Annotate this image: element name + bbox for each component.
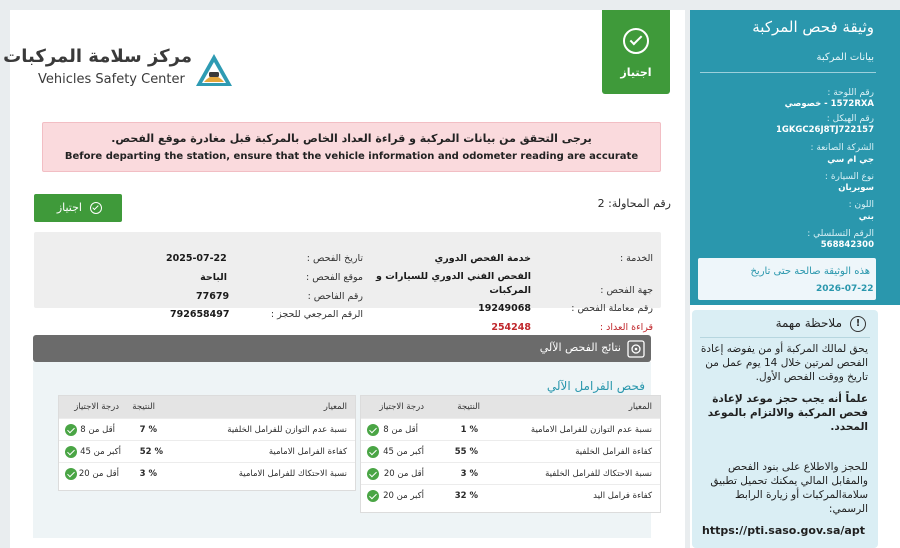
attempt-value: 2 [597, 197, 605, 210]
header-criterion: المعيار [628, 402, 652, 412]
check-circle-icon [367, 424, 379, 436]
criterion: نسبة الاحتكاك للفرامل الخلفية [545, 469, 652, 479]
validity-box [698, 258, 876, 300]
table-row [59, 418, 355, 440]
logo-text-en: Vehicles Safety Center [38, 72, 185, 87]
inspector-value: 77679 [196, 291, 230, 302]
vehicle-document-sidebar [690, 10, 900, 548]
pass-threshold: أقل من 20 [383, 469, 424, 479]
header-result: النتيجة [457, 402, 480, 412]
check-circle-icon [367, 446, 379, 458]
site-label: موقع الفحص : [306, 272, 363, 283]
type-value: سوبربان [838, 183, 874, 193]
booking-label: الرقم المرجعي للحجز : [270, 309, 363, 320]
approve-button-label: اجتياز [56, 201, 82, 214]
info-icon: ! [850, 316, 866, 332]
odometer-value: 254248 [491, 322, 531, 333]
header-criterion: المعيار [323, 402, 347, 412]
inspection-info [34, 232, 661, 333]
logo-text-ar: مركز سلامة المركبات [3, 46, 192, 67]
criterion: كفاءة فرامل اليد [593, 491, 652, 501]
divider [700, 337, 870, 338]
authority-label: جهة الفحص : [600, 285, 653, 296]
authority-value: الفحص الفني الدوري للسيارات و المركبات [376, 271, 531, 296]
pass-threshold: أقل من 20 [78, 469, 119, 479]
check-circle-icon [367, 490, 379, 502]
result: 3 % [460, 469, 478, 479]
check-circle-icon [65, 468, 77, 480]
manufacturer-label: الشركة الصانعة : [810, 143, 874, 153]
criterion: نسبة عدم التوازن للفرامل الخلفية [227, 425, 347, 435]
approved-badge [602, 10, 670, 94]
header-result: النتيجة [132, 402, 155, 412]
header-pass: درجة الاجتياز [74, 402, 119, 412]
criterion: كفاءة الفرامل الامامية [268, 447, 347, 457]
color-label: اللون : [848, 200, 874, 210]
inspector-label: رقم الفاحص : [307, 291, 363, 302]
table-row [361, 418, 660, 440]
triangle-logo-icon [194, 52, 234, 90]
important-note [692, 310, 878, 548]
result: 55 % [454, 447, 478, 457]
warning-text-ar: يرجى التحقق من بيانات المركبة و قراءة العداد الخاص بالمركبة قبل مغادرة موقع الفحص. [111, 132, 592, 145]
approved-badge-label: اجتياز [620, 66, 652, 79]
auto-results-bar[interactable] [33, 335, 651, 362]
note-paragraph-1: يحق لمالك المركبة أو من يفوضه إعادة الفحص لمرتين خلال 14 يوم عمل من تاريخ ووقت الفحص الأول. [700, 343, 868, 383]
serial-value: 568842300 [820, 240, 874, 250]
transaction-value: 19249068 [478, 303, 531, 314]
result: 32 % [454, 491, 478, 501]
result: 3 % [139, 469, 157, 479]
check-circle-icon [623, 28, 649, 54]
service-value: خدمة الفحص الدوري [434, 253, 531, 264]
odometer-label: قراءة العداد : [599, 322, 653, 333]
booking-value: 792658497 [170, 309, 230, 320]
transaction-label: رقم معاملة الفحص : [571, 303, 653, 314]
brake-title: فحص الفرامل الآلي [546, 379, 645, 393]
date-value: 2025-07-22 [166, 253, 227, 264]
result: 1 % [460, 425, 478, 435]
criterion: نسبة الاحتكاك للفرامل الامامية [238, 469, 347, 479]
table-header [59, 396, 355, 418]
brake-table-left [58, 395, 356, 491]
note-paragraph-3: للحجز والاطلاع على بنود الفحص والمقابل المالي يمكنك تحميل تطبيق سلامةالمركبات أو زيارة الرابط الرسمي: [710, 461, 868, 515]
service-label: الخدمة : [619, 253, 653, 264]
vsc-logo [3, 46, 238, 96]
pass-threshold: أقل من 8 [80, 425, 115, 435]
pass-threshold: أكبر من 45 [80, 447, 121, 457]
brake-table-right [360, 395, 661, 513]
sidebar-title: وثيقة فحص المركبة [752, 18, 874, 36]
header-pass: درجة الاجتياز [379, 402, 424, 412]
manufacturer-value: جي ام سي [827, 155, 874, 165]
date-label: تاريخ الفحص : [306, 253, 363, 264]
table-header [361, 396, 660, 418]
vehicle-data-card [690, 10, 900, 305]
table-row [59, 440, 355, 462]
type-label: نوع السيارة : [824, 172, 874, 182]
official-link[interactable]: https://pti.saso.gov.sa/apt [702, 524, 865, 537]
table-row [59, 462, 355, 484]
warning-banner [42, 122, 661, 172]
criterion: كفاءة الفرامل الخلفية [575, 447, 652, 457]
divider [700, 72, 876, 73]
check-circle-icon [90, 202, 102, 214]
check-circle-icon [65, 424, 77, 436]
table-row [361, 462, 660, 484]
check-circle-icon [367, 468, 379, 480]
note-paragraph-2: علماً أنه يجب حجز موعد لإعادة فحص المركبة والالتزام بالموعد المحدد. [707, 393, 868, 433]
result: 7 % [139, 425, 157, 435]
table-row [361, 440, 660, 462]
color-value: بني [858, 212, 874, 222]
validity-label: هذه الوثيقة صالحة حتى تاريخ [750, 266, 870, 277]
attempt-number [598, 197, 671, 210]
table-row [361, 484, 660, 506]
chassis-value: 1GKGC26J8TJ722157 [775, 125, 874, 135]
plate-label: رقم اللوحة : [827, 88, 874, 98]
serial-label: الرقم التسلسلي : [807, 229, 874, 239]
site-value: الباحة [200, 272, 227, 283]
pass-threshold: أكبر من 20 [383, 491, 424, 501]
auto-results-title: نتائج الفحص الآلي [539, 341, 621, 354]
check-circle-icon [65, 446, 77, 458]
note-title: ملاحظة مهمة [775, 316, 842, 330]
chassis-label: رقم الهيكل : [826, 114, 874, 124]
criterion: نسبة عدم التوازن للفرامل الامامية [530, 425, 652, 435]
approve-button[interactable] [34, 194, 122, 222]
sidebar-subtitle: بيانات المركبة [816, 52, 874, 63]
result: 52 % [139, 447, 163, 457]
warning-text-en: Before departing the station, ensure that the vehicle information and odometer reading are accurate [64, 151, 639, 162]
pass-threshold: أقل من 8 [383, 425, 418, 435]
pass-threshold: أكبر من 45 [383, 447, 424, 457]
validity-date: 2026-07-22 [816, 284, 874, 294]
engine-icon [627, 340, 645, 358]
attempt-label: رقم المحاولة: [608, 197, 671, 210]
plate-value: 1572RXA - خصوصي [784, 99, 874, 109]
